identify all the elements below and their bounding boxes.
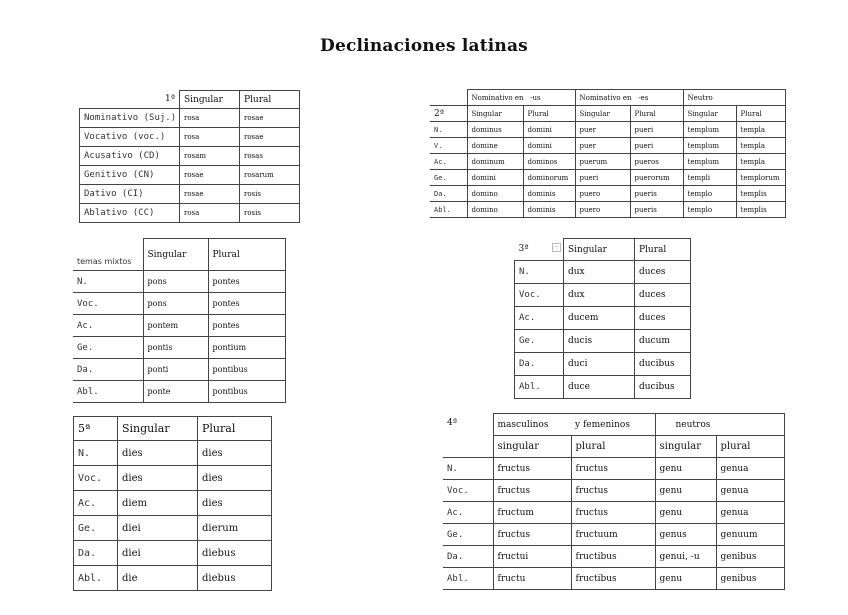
- case-label: Abl.: [74, 566, 118, 591]
- cell: rosa: [180, 109, 240, 128]
- cell: dies: [198, 441, 272, 466]
- group-header-text: -us: [530, 93, 541, 102]
- cell: templa: [736, 122, 785, 138]
- group-header: neutros: [655, 414, 784, 436]
- table-row: [74, 516, 272, 541]
- column-header: singular: [493, 436, 571, 458]
- table-row: [73, 293, 285, 315]
- case-label: Voc.: [74, 466, 118, 491]
- cell: diei: [118, 516, 198, 541]
- column-header: Plural: [635, 239, 691, 261]
- cell: dies: [198, 491, 272, 516]
- cell: genui, -u: [655, 546, 716, 568]
- cell: pueros: [630, 154, 683, 170]
- declension-label-cell: [515, 239, 564, 261]
- column-header: Singular: [118, 417, 198, 441]
- cell: duces: [635, 284, 691, 307]
- cell: templum: [683, 138, 736, 154]
- table-row: [515, 284, 691, 307]
- cell: dominos: [523, 154, 575, 170]
- table-row: [443, 524, 784, 546]
- collapse-icon[interactable]: −: [553, 242, 560, 250]
- case-label: Ge.: [430, 170, 467, 186]
- cell: templo: [683, 186, 736, 202]
- cell: pons: [143, 271, 208, 293]
- case-label: N.: [443, 458, 493, 480]
- case-label: Vocativo (voc.): [80, 128, 180, 147]
- table-row: [443, 546, 784, 568]
- column-header: Plural: [523, 106, 575, 122]
- group-header: Neutro: [683, 90, 785, 106]
- cell: rosis: [240, 204, 300, 223]
- table-declension-2: [430, 89, 786, 218]
- cell: dierum: [198, 516, 272, 541]
- cell: diei: [118, 541, 198, 566]
- cell: genua: [716, 502, 784, 524]
- column-header: Singular: [467, 106, 523, 122]
- table-row: [74, 441, 272, 466]
- cell: templis: [736, 186, 785, 202]
- cell: pontibus: [208, 359, 285, 381]
- cell: genibus: [716, 546, 784, 568]
- case-label: Acusativo (CD): [80, 147, 180, 166]
- cell: fructu: [493, 568, 571, 590]
- cell: genua: [716, 458, 784, 480]
- cell: templorum: [736, 170, 785, 186]
- table-row: [430, 122, 785, 138]
- cell: ducibus: [635, 353, 691, 376]
- declension-label: temas mixtos: [77, 257, 132, 266]
- table-row: [80, 128, 300, 147]
- cell: templi: [683, 170, 736, 186]
- table-row: [73, 359, 285, 381]
- declension-label: 1ª: [164, 94, 175, 105]
- column-header: Singular: [180, 91, 240, 109]
- group-header: [467, 90, 575, 106]
- table-row: [443, 502, 784, 524]
- table-declension-4: [443, 413, 785, 590]
- case-label: Da.: [443, 546, 493, 568]
- cell: domino: [467, 186, 523, 202]
- cell: pontium: [208, 337, 285, 359]
- case-label: N.: [73, 271, 143, 293]
- cell: ducum: [635, 330, 691, 353]
- case-label: Ac.: [430, 154, 467, 170]
- group-header: masculinos: [493, 414, 571, 436]
- cell: puerorum: [630, 170, 683, 186]
- cell: dux: [564, 261, 635, 284]
- cell: fructuum: [571, 524, 655, 546]
- cell: templum: [683, 122, 736, 138]
- table-row: [74, 466, 272, 491]
- table-row: [73, 381, 285, 403]
- table-row: [515, 261, 691, 284]
- column-header: plural: [716, 436, 784, 458]
- case-label: Nominativo (Suj.): [80, 109, 180, 128]
- cell: rosae: [240, 109, 300, 128]
- cell: genu: [655, 480, 716, 502]
- cell: dominorum: [523, 170, 575, 186]
- cell: diebus: [198, 566, 272, 591]
- cell: diebus: [198, 541, 272, 566]
- column-header: Singular: [683, 106, 736, 122]
- cell: diem: [118, 491, 198, 516]
- cell: pueri: [575, 170, 630, 186]
- cell: genu: [655, 458, 716, 480]
- table-row: [430, 202, 785, 218]
- cell: puer: [575, 138, 630, 154]
- column-header: Plural: [630, 106, 683, 122]
- case-label: Da.: [515, 353, 564, 376]
- case-label: V.: [430, 138, 467, 154]
- cell: dux: [564, 284, 635, 307]
- case-label: N.: [74, 441, 118, 466]
- table-row: [515, 330, 691, 353]
- table-row: [74, 491, 272, 516]
- table-row: [80, 147, 300, 166]
- case-label: Ge.: [443, 524, 493, 546]
- declension-label: 4ª: [447, 417, 458, 428]
- case-label: Da.: [430, 186, 467, 202]
- cell: dies: [198, 466, 272, 491]
- cell: duci: [564, 353, 635, 376]
- table-declension-5: [73, 416, 272, 591]
- declension-label: 2ª: [430, 106, 467, 122]
- cell: fructus: [571, 458, 655, 480]
- table-mixed-stems: [73, 238, 286, 403]
- cell: templis: [736, 202, 785, 218]
- cell: rosae: [180, 185, 240, 204]
- table-row: [73, 315, 285, 337]
- cell: pontibus: [208, 381, 285, 403]
- cell: genuum: [716, 524, 784, 546]
- case-label: Ac.: [443, 502, 493, 524]
- cell: pons: [143, 293, 208, 315]
- table-row: [80, 109, 300, 128]
- cell: rosae: [180, 166, 240, 185]
- cell: templa: [736, 154, 785, 170]
- cell: templa: [736, 138, 785, 154]
- column-header: Plural: [736, 106, 785, 122]
- cell: rosarum: [240, 166, 300, 185]
- cell: fructus: [493, 458, 571, 480]
- cell: templo: [683, 202, 736, 218]
- table-declension-1: [79, 90, 300, 223]
- cell: dies: [118, 466, 198, 491]
- cell: pontes: [208, 271, 285, 293]
- cell: dominus: [467, 122, 523, 138]
- cell: fructum: [493, 502, 571, 524]
- cell: domino: [467, 202, 523, 218]
- cell: ponti: [143, 359, 208, 381]
- table-row: [430, 186, 785, 202]
- cell: genibus: [716, 568, 784, 590]
- cell: rosae: [240, 128, 300, 147]
- case-label: Voc.: [73, 293, 143, 315]
- column-header: Singular: [575, 106, 630, 122]
- cell: rosis: [240, 185, 300, 204]
- case-label: Voc.: [515, 284, 564, 307]
- cell: pueri: [630, 138, 683, 154]
- table-row: [74, 541, 272, 566]
- case-label: Abl.: [430, 202, 467, 218]
- cell: pontes: [208, 315, 285, 337]
- case-label: Dativo (CI): [80, 185, 180, 204]
- table-row: [443, 458, 784, 480]
- cell: fructibus: [571, 546, 655, 568]
- table-row: [80, 185, 300, 204]
- column-header: Singular: [564, 239, 635, 261]
- table-row: [73, 337, 285, 359]
- cell: ducis: [564, 330, 635, 353]
- cell: puero: [575, 202, 630, 218]
- cell: fructus: [571, 480, 655, 502]
- column-header: Plural: [208, 239, 285, 271]
- cell: dies: [118, 441, 198, 466]
- case-label: N.: [515, 261, 564, 284]
- table-row: [74, 566, 272, 591]
- cell: pontem: [143, 315, 208, 337]
- cell: pueris: [630, 202, 683, 218]
- group-header-text: -es: [638, 93, 649, 102]
- table-row: [443, 568, 784, 590]
- cell: pueris: [630, 186, 683, 202]
- cell: domini: [523, 122, 575, 138]
- cell: die: [118, 566, 198, 591]
- cell: domini: [467, 170, 523, 186]
- case-label: Ge.: [73, 337, 143, 359]
- cell: duces: [635, 261, 691, 284]
- cell: domine: [467, 138, 523, 154]
- cell: duce: [564, 376, 635, 399]
- table-row: [73, 271, 285, 293]
- cell: dominis: [523, 202, 575, 218]
- case-label: Ac.: [515, 307, 564, 330]
- table-declension-3: [514, 238, 691, 399]
- cell: pueri: [630, 122, 683, 138]
- cell: dominis: [523, 186, 575, 202]
- cell: fructus: [571, 502, 655, 524]
- cell: rosam: [180, 147, 240, 166]
- cell: genua: [716, 480, 784, 502]
- cell: dominum: [467, 154, 523, 170]
- table-row: [443, 480, 784, 502]
- case-label: Da.: [74, 541, 118, 566]
- page-title: Declinaciones latinas: [320, 36, 528, 56]
- case-label: Genitivo (CN): [80, 166, 180, 185]
- cell: rosa: [180, 128, 240, 147]
- case-label: N.: [430, 122, 467, 138]
- case-label: Abl.: [515, 376, 564, 399]
- cell: fructus: [493, 524, 571, 546]
- case-label: Ac.: [74, 491, 118, 516]
- cell: puer: [575, 122, 630, 138]
- column-header: Plural: [240, 91, 300, 109]
- cell: rosa: [180, 204, 240, 223]
- case-label: Ge.: [515, 330, 564, 353]
- table-row: [80, 204, 300, 223]
- table-row: [430, 154, 785, 170]
- cell: pontis: [143, 337, 208, 359]
- declension-label: 5ª: [74, 417, 118, 441]
- cell: genus: [655, 524, 716, 546]
- cell: genu: [655, 568, 716, 590]
- group-header-text: Nominativo en: [471, 93, 524, 102]
- table-row: [515, 376, 691, 399]
- cell: ponte: [143, 381, 208, 403]
- case-label: Ge.: [74, 516, 118, 541]
- cell: fructus: [493, 480, 571, 502]
- group-header-text: Nominativo en: [579, 93, 632, 102]
- column-header: Plural: [198, 417, 272, 441]
- cell: rosas: [240, 147, 300, 166]
- cell: puerum: [575, 154, 630, 170]
- cell: genu: [655, 502, 716, 524]
- column-header: plural: [571, 436, 655, 458]
- cell: pontes: [208, 293, 285, 315]
- cell: puero: [575, 186, 630, 202]
- cell: fructibus: [571, 568, 655, 590]
- table-row: [430, 138, 785, 154]
- declension-label: 3ª: [518, 244, 529, 255]
- cell: duces: [635, 307, 691, 330]
- group-header: y femeninos: [571, 414, 655, 436]
- table-row: [430, 170, 785, 186]
- case-label: Da.: [73, 359, 143, 381]
- case-label: Ac.: [73, 315, 143, 337]
- table-row: [515, 353, 691, 376]
- cell: domini: [523, 138, 575, 154]
- table-row: [515, 307, 691, 330]
- case-label: Voc.: [443, 480, 493, 502]
- cell: ducem: [564, 307, 635, 330]
- case-label: Abl.: [443, 568, 493, 590]
- case-label: Ablativo (CC): [80, 204, 180, 223]
- column-header: Singular: [143, 239, 208, 271]
- table-row: [80, 166, 300, 185]
- column-header: singular: [655, 436, 716, 458]
- group-header: [575, 90, 683, 106]
- cell: templum: [683, 154, 736, 170]
- cell: fructui: [493, 546, 571, 568]
- case-label: Abl.: [73, 381, 143, 403]
- cell: ducibus: [635, 376, 691, 399]
